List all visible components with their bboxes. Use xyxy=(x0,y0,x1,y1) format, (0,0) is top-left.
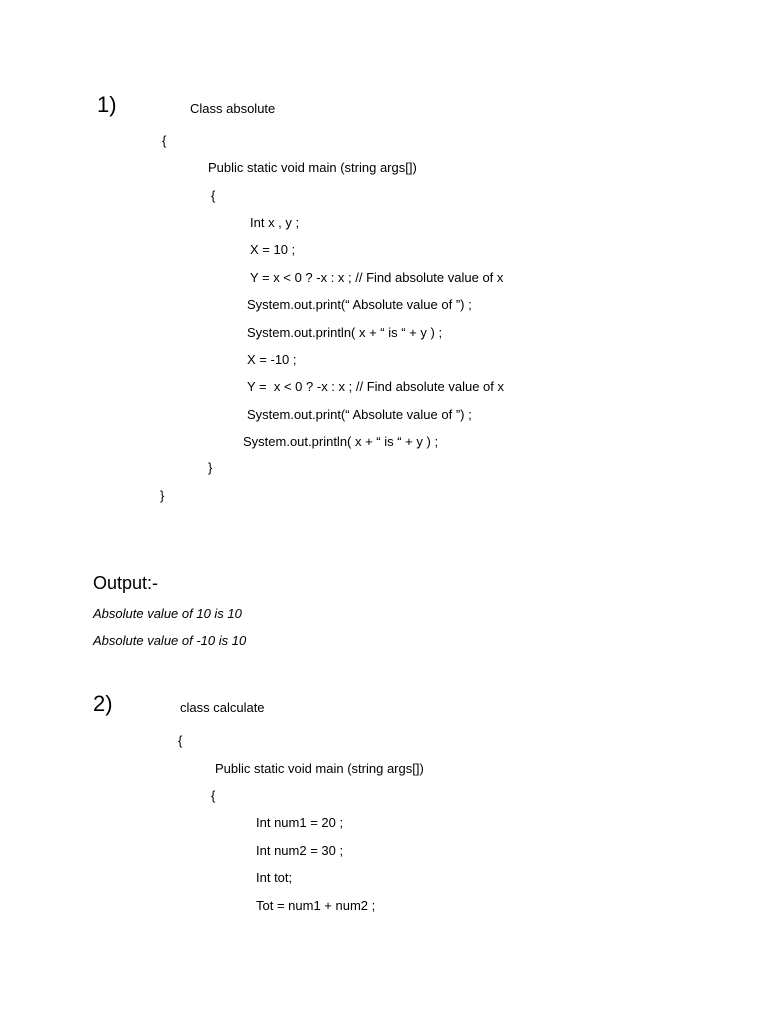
code-line: { xyxy=(178,733,183,748)
code-line: { xyxy=(211,788,216,803)
code-line: } xyxy=(160,488,165,503)
output-line: Absolute value of 10 is 10 xyxy=(93,606,242,621)
code-line: Public static void main (string args[]) xyxy=(215,761,424,776)
code-line: System.out.println( x + “ is “ + y ) ; xyxy=(247,325,443,340)
code-line: } xyxy=(208,460,213,475)
output-line: Absolute value of -10 is 10 xyxy=(93,633,247,648)
section-2-number: 2) xyxy=(93,691,113,716)
code-line: X = -10 ; xyxy=(247,352,297,367)
code-line: class calculate xyxy=(180,700,265,715)
output-heading: Output:- xyxy=(93,573,159,593)
code-line: Y = x < 0 ? -x : x ; // Find absolute value of x xyxy=(247,379,505,394)
code-line: X = 10 ; xyxy=(250,242,296,257)
code-line: Int x , y ; xyxy=(250,215,300,230)
code-line: Y = x < 0 ? -x : x ; // Find absolute value of x xyxy=(250,270,504,285)
code-line: Int num1 = 20 ; xyxy=(256,815,344,830)
code-line: Class absolute xyxy=(190,101,276,116)
code-line: { xyxy=(162,133,167,148)
code-line: System.out.println( x + “ is “ + y ) ; xyxy=(243,434,439,449)
code-line: Int tot; xyxy=(256,870,293,885)
code-line: System.out.print(“ Absolute value of ”) ; xyxy=(247,407,472,422)
code-line: Public static void main (string args[]) xyxy=(208,160,417,175)
section-1-number: 1) xyxy=(97,92,117,117)
code-line: Tot = num1 + num2 ; xyxy=(256,898,376,913)
code-line: Int num2 = 30 ; xyxy=(256,843,344,858)
code-line: System.out.print(“ Absolute value of ”) ; xyxy=(247,297,472,312)
code-line: { xyxy=(211,188,216,203)
